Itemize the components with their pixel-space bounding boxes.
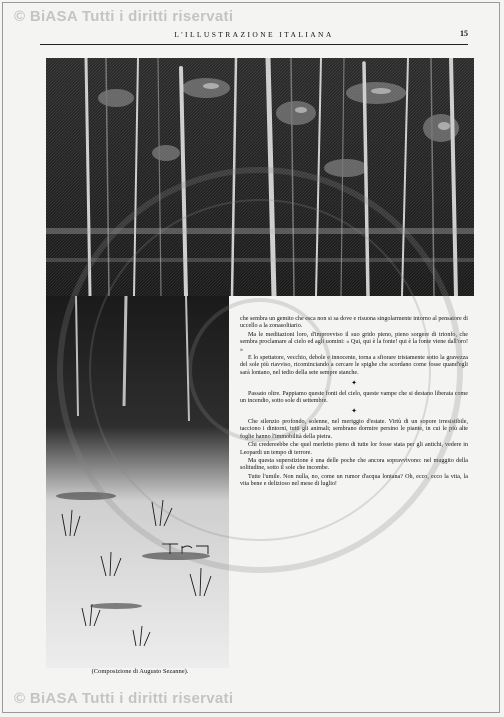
section-separator: ✦ <box>351 379 357 388</box>
watermark-top: © BiASA Tutti i diritti riservati <box>14 8 234 25</box>
section-separator: ✦ <box>351 407 357 416</box>
article-paragraph: Ma questa superstizione è una delle poche che ancora sopravvivono: nel muggito della solitudine, sotto il sole che incombe. <box>240 457 468 472</box>
article-paragraph: Ma le meditazioni loro, d'improvviso il suo grido pieno, pieno sorgere di trionfo, che sembra proclamare al cielo ed agli uomini: « Qui, qui è la fonte! qui è la fonte viene dall'oro! » <box>240 331 468 353</box>
marsh-engraving <box>46 296 229 668</box>
page-number: 15 <box>460 29 468 38</box>
running-header <box>40 30 468 45</box>
article-paragraph: Che silenzio profondo, solenne, nel meriggio d'estate. Virtù di un sopore irresistibile, tacciono i dintorni, tutti gli animali; sembrano dormire persino le piante, in cui le più alte foglie hanno l'immobilità della pietra. <box>240 418 468 440</box>
article-text <box>232 296 474 686</box>
artist-signature <box>160 540 220 556</box>
article-paragraph: che sembra un gemito che esca non si sa dove e risuona singolarmente intorno al pensatore di uccello a la zonasolitario. <box>240 316 468 330</box>
article-paragraph: E lo spettatore, vecchio, debole e innocente, torna a sfiorare tristamente sotto la gravezza del sole più riavviso, ricominciando a cercare le spighe che scordano come fosse quand'egli sarà lontano, nel tedio della sete sempre stanche. <box>240 355 468 376</box>
illustration-caption: (Composizione di Augusto Sezanne). <box>91 668 189 675</box>
running-title: L'ILLUSTRAZIONE ITALIANA <box>174 30 334 39</box>
article-paragraph: Passato oltre. Pappiamo queste fonti del cielo, queste vampe che si destano liberata come un incendio, sotto sole di settembre. <box>240 390 468 405</box>
forest-engraving-top <box>46 58 474 296</box>
watermark-bottom: © BiASA Tutti i diritti riservati <box>14 690 234 707</box>
article-paragraph: Tutte l'umile. Non nulla, no, come un rumor d'acqua lontana? Oh, ecco, ecco la vita, la vita bene e delizioso nel mese di luglio! <box>240 473 468 488</box>
article-paragraph: Chi credereebbe che quel merletto pieno di tutte lor fosse stata per gli antichi, vedere in Leopardi un tempo di terrore. <box>240 442 468 456</box>
